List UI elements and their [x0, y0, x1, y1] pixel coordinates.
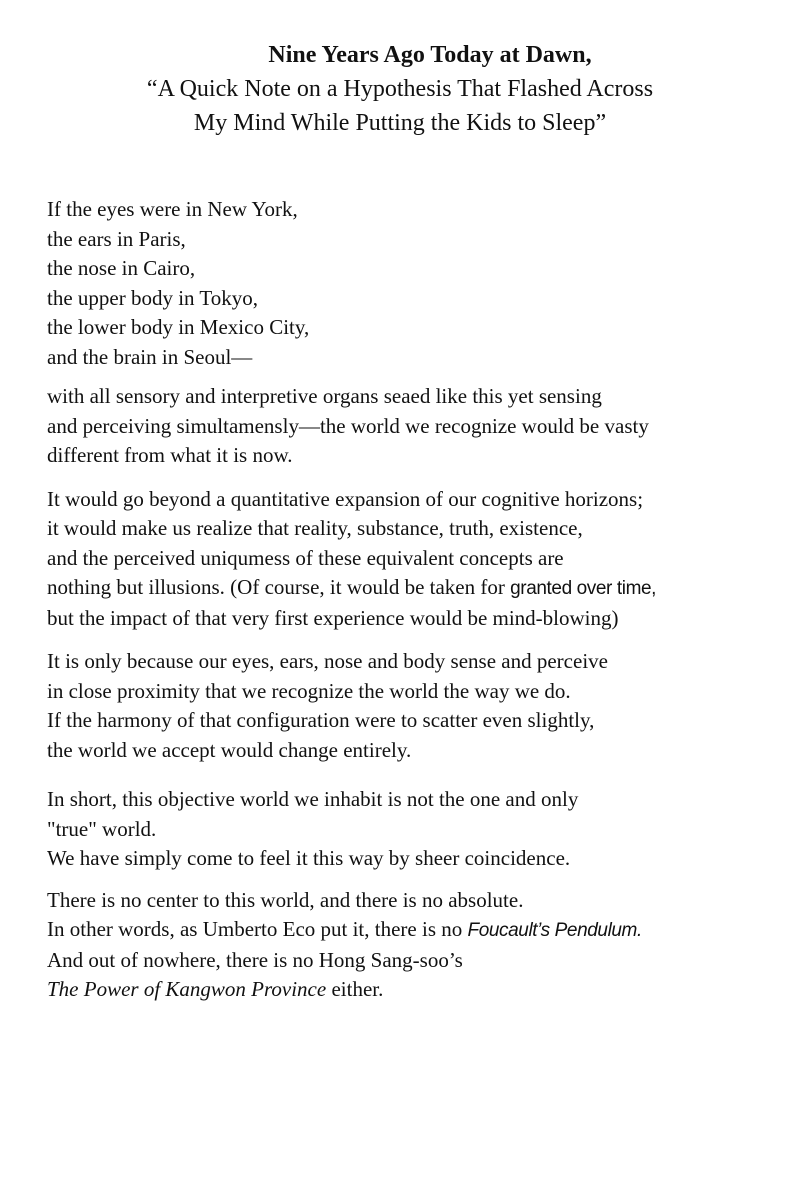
paragraph-line: with all sensory and interpretive organs seaed like this yet sensing	[47, 384, 602, 408]
paragraph-line: And out of nowhere, there is no Hong Sang-soo’s	[47, 947, 463, 972]
paragraph-line: It would go beyond a quantitative expansion of our cognitive horizons;	[47, 486, 644, 511]
poem-line: the lower body in Mexico City,	[47, 315, 310, 339]
paragraph-line: and perceiving simultamensly—the world we recognize would be vasty	[47, 413, 649, 438]
poem-line: the nose in Cairo,	[47, 256, 196, 280]
title-line-2: “A Quick Note on a Hypothesis That Flashed Across	[146, 76, 654, 102]
paragraph-3	[47, 647, 777, 765]
poem-line: and the brain in Seoul—	[47, 344, 253, 369]
paragraph-text: either.	[326, 977, 384, 1001]
poem-line: the ears in Paris,	[47, 226, 186, 251]
title-line-1: Nine Years Ago Today at Dawn,	[268, 42, 592, 68]
paragraph-line	[47, 975, 777, 1005]
film-title-power-of-kangwon-province: The Power of Kangwon Province	[47, 977, 327, 1001]
poem-line: the upper body in Tokyo,	[47, 285, 259, 310]
paragraph-line	[47, 573, 777, 604]
paragraph-line: it would make us realize that reality, substance, truth, existence,	[47, 516, 583, 540]
paragraph-line: the world we accept would change entirely.	[47, 737, 412, 762]
paragraph-line: It is only because our eyes, ears, nose and body sense and perceive	[47, 649, 608, 673]
paragraph-line: different from what it is now.	[47, 443, 293, 467]
paragraph-4	[47, 785, 777, 874]
poem-stanza	[47, 195, 777, 372]
paragraph-text-condensed: granted over time,	[510, 578, 657, 599]
poem-line: If the eyes were in New York,	[47, 197, 298, 221]
paragraph-line: in close proximity that we recognize the world the way we do.	[47, 678, 571, 703]
paragraph-line: In short, this objective world we inhabit is not the one and only	[47, 787, 579, 811]
title-block	[0, 38, 800, 140]
title-line-3: My Mind While Putting the Kids to Sleep”	[193, 110, 607, 136]
body-text	[47, 195, 777, 1005]
paragraph-line: If the harmony of that configuration were to scatter even slightly,	[47, 708, 595, 732]
paragraph-text: nothing but illusions. (Of course, it would be taken for	[47, 575, 511, 599]
paragraph-line: and the perceived uniqumess of these equivalent concepts are	[47, 545, 564, 570]
paragraph-line	[47, 915, 777, 946]
book-title-foucaults-pendulum: Foucault’s Pendulum.	[467, 920, 642, 941]
paragraph-1	[47, 382, 777, 471]
paragraph-5	[47, 886, 777, 1005]
paragraph-line: We have simply come to feel it this way by sheer coincidence.	[47, 846, 571, 870]
paragraph-line: but the impact of that very first experience would be mind-blowing)	[47, 605, 619, 630]
paragraph-text: In other words, as Umberto Eco put it, there is no	[47, 917, 468, 941]
paragraph-line: "true" world.	[47, 816, 157, 841]
paragraph-line: There is no center to this world, and there is no absolute.	[47, 887, 524, 912]
paragraph-2	[47, 485, 777, 634]
